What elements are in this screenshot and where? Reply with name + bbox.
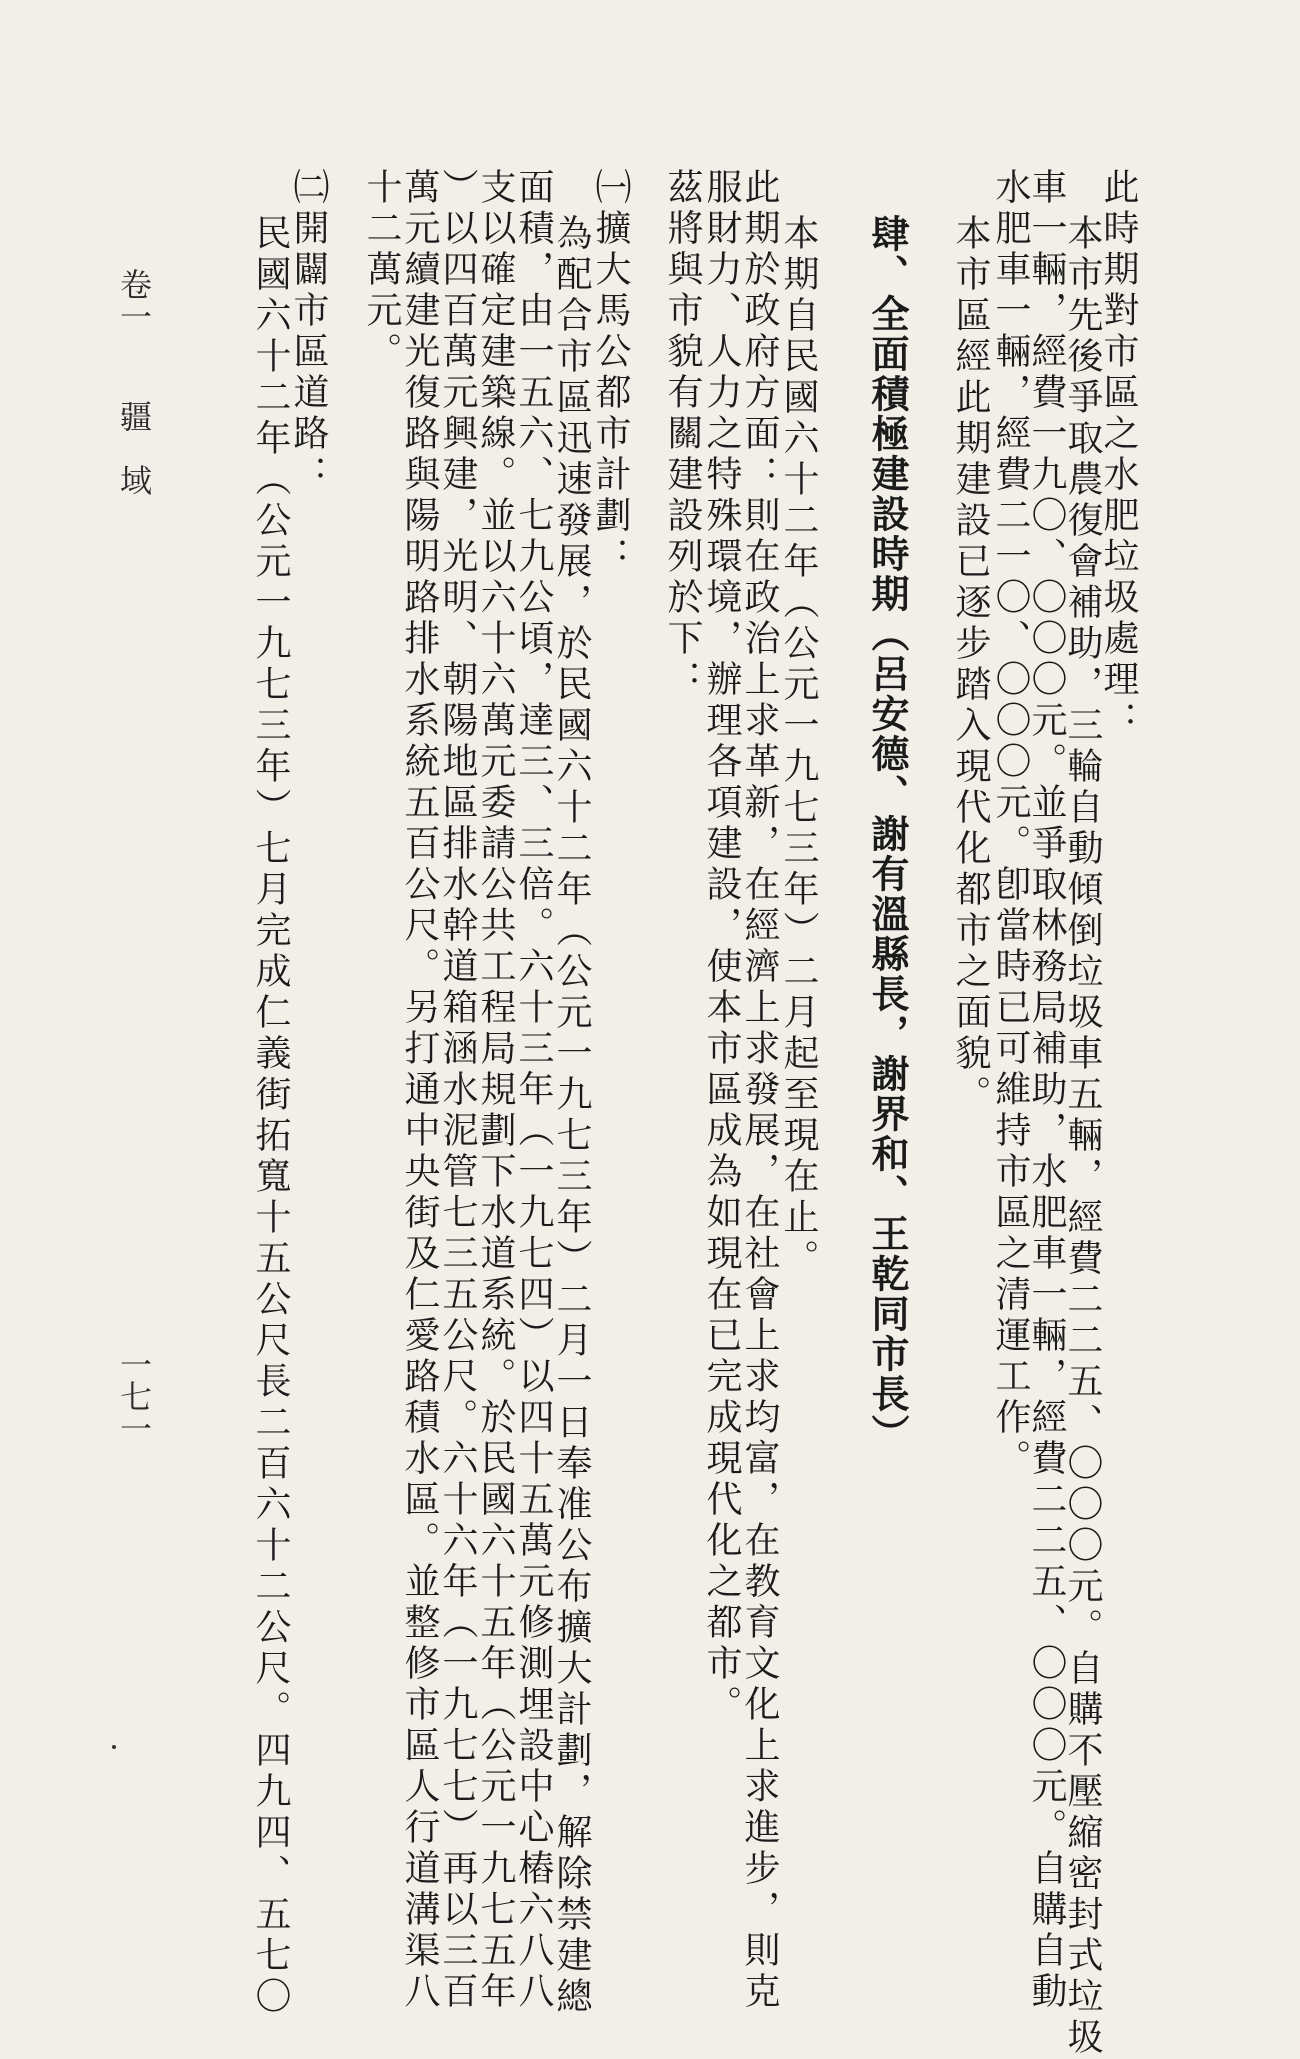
subheading-1: ㈠擴大馬公都市計劃： [590,168,631,578]
page-number: 一七一 [115,1348,153,1444]
section-label: 疆 域 [115,400,153,496]
text-column-1: 此時期對市區之水肥垃圾處理： [1098,168,1139,742]
text-column-3: 車一輛，經費一九〇、〇〇〇元。並爭取林務局補助，水肥車一輛，經費二二五、〇〇〇元。自購自動 [1026,168,1067,2013]
text-column-2: 本市先後爭取農復會補助，三輪自動傾倒垃圾車五輛，經費二二五、〇〇〇元。自購不壓縮密封式垃圾 [1062,214,1103,2059]
subheading-2: ㈡開闢市區道路： [288,168,329,496]
text-column-9: 服財力、人力之特殊環境，辦理各項建設，使本市區成為如現在已完成現代化之都市。 [701,168,742,1726]
text-column-5: 本市區經此期建設已逐步踏入現代化都市之面貌。 [950,214,991,1116]
text-column-12: 為配合市區迅速發展，於民國六十二年（公元一九七三年）二月一日奉准公布擴大計劃，解除禁建總 [551,214,592,2018]
margin-dot [112,1745,116,1749]
text-column-15: ）以四百萬元興建，光明、朝陽地區排水幹道箱涵水泥管七三五公尺。六十六年（一九七七）再以三百 [437,168,478,2013]
volume-label: 卷一 [115,268,153,332]
text-column-16: 萬元續建光復路與陽明路排水系統五百公尺。另打通中央街及仁愛路積水區。並整修市區人行道溝渠八 [399,168,440,2013]
text-column-7: 本期自民國六十二年（公元一九七三年）二月起至現在止。 [778,214,819,1280]
text-column-17: 十二萬元。 [361,168,402,373]
text-column-4: 水肥車一輛，經費二一〇、〇〇〇元。卽當時已可維持市區之清運工作。 [990,168,1031,1480]
text-column-19: 民國六十二年（公元一九七三年）七月完成仁義街拓寬十五公尺長二百六十二公尺。四九四、五七〇 [250,214,291,2018]
text-column-14: 支以確定建築線。並以六十六萬元委請公共工程局規劃下水道系統。於民國六十五年（公元一九七五年 [475,168,516,2013]
text-column-13: 面積，由一五六、七九公頃，達三、三倍。六十三年（一九七四）以四十五萬元修測埋設中心樁六八八 [513,168,554,2013]
text-column-10: 茲將與市貌有關建設列於下： [662,168,703,701]
section-heading: 肆、全面積極建設時期（呂安德、謝有溫縣長，謝界和、王乾同市長） [865,214,910,1454]
text-column-8: 此期於政府方面：則在政治上求革新，在經濟上求發展，在社會上求均富，在教育文化上求進步，則克 [739,168,780,2013]
